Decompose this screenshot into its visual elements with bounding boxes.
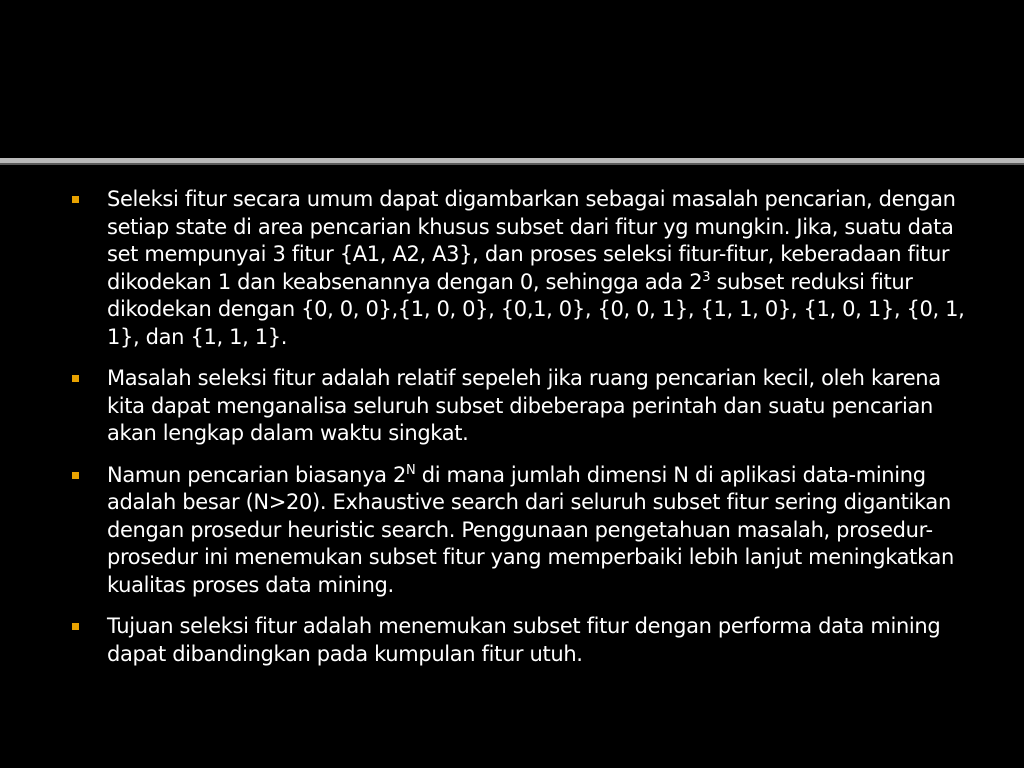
bullet-text: Masalah seleksi fitur adalah relatif sepeleh jika ruang pencarian kecil, oleh karena kita dapat menganalisa seluruh subset dibeberapa perintah dan suatu pencarian akan lengkap dalam waktu singkat. bbox=[107, 366, 941, 445]
title-band bbox=[0, 0, 1024, 158]
title-divider-shadow bbox=[0, 163, 1024, 165]
bullet-text-after: di mana jumlah dimensi N di aplikasi data-mining adalah besar (N>20). Exhaustive search dari seluruh subset fitur sering digantikan dengan prosedur heuristic search. Penggunaan pengetahuan masalah, prosedur-prosedur ini menemukan subset fitur yang memperbaiki lebih lanjut meningkatkan kualitas proses data mining. bbox=[107, 462, 954, 597]
bullet-text-before: Namun pencarian biasanya 2 bbox=[107, 462, 407, 487]
square-bullet-icon bbox=[72, 623, 79, 630]
bullet-text: Tujuan seleksi fitur adalah menemukan subset fitur dengan performa data mining dapat dibandingkan pada kumpulan fitur utuh. bbox=[107, 614, 941, 666]
bullet-item-small-space bbox=[72, 365, 982, 448]
bullet-item-search-space bbox=[72, 186, 982, 351]
square-bullet-icon bbox=[72, 375, 79, 382]
bullet-item-heuristic-search bbox=[72, 462, 982, 600]
square-bullet-icon bbox=[72, 472, 79, 479]
bullet-text-before: Seleksi fitur secara umum dapat digambarkan sebagai masalah pencarian, dengan setiap state di area pencarian khusus subset dari fitur yg mungkin. Jika, suatu data set mempunyai 3 fitur {A1, A2, A3}, dan proses seleksi fitur-fitur, keberadaan fitur dikodekan 1 dan keabsenannya dengan 0, sehingga ada 2 bbox=[107, 187, 956, 294]
superscript-exponent: N bbox=[406, 462, 416, 478]
superscript-exponent: 3 bbox=[702, 269, 711, 285]
bullet-text-after: subset reduksi fitur dikodekan dengan {0, 0, 0},{1, 0, 0}, {0,1, 0}, {0, 0, 1}, {1, 1, 0}, {1, 0, 1}, {0, 1, 1}, dan {1, 1, 1}. bbox=[107, 269, 965, 349]
bullet-item-goal bbox=[72, 613, 982, 668]
square-bullet-icon bbox=[72, 196, 79, 203]
slide-body bbox=[72, 186, 982, 668]
